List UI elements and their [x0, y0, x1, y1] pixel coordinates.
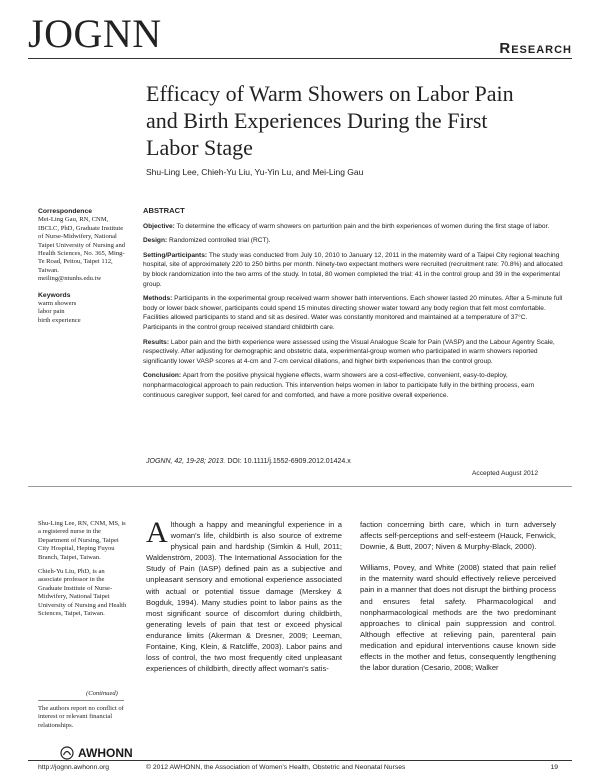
- article-title: Efficacy of Warm Showers on Labor Pain and Birth Experiences During the First Labor Stage: [146, 81, 514, 160]
- continued-label: (Continued): [86, 690, 118, 697]
- body-text: lthough a happy and meaningful experience in a woman's life, childbirth is also source of extreme physical pain and hardship (Simkin & Hull, 2011; Waldenström, 2003). The International Association for the Study of Pain (IASP) defined pain as a subjective and unpleasant sensory and emotional experience associated with actual or potential tissue damage (Merskey & Bogduk, 1994). Many studies point to labor pains as the most significant source of discomfort during childbirth, generating levels of pain that test or exceed physical endurance limits (Akerman & Dresner, 2009; Leeman, Fontaine, King, Klein, & Ratcliffe, 2003). Labor pains and loss of control, the two most frequently cited unpleasant experiences of childbirth, directly affect woman's satis-: [146, 520, 342, 674]
- page-number: 19: [550, 764, 558, 771]
- correspondence-heading: Correspondence: [38, 208, 93, 215]
- keywords-heading: Keywords: [38, 291, 71, 299]
- section-rule: [28, 486, 572, 487]
- body-column-1: [146, 516, 342, 674]
- footer-rule: [28, 760, 572, 761]
- correspondence-email[interactable]: meiling@ntunhs.edu.tw: [38, 275, 102, 283]
- body-column-2: [360, 519, 556, 683]
- author-notes: [38, 520, 130, 624]
- disclosure-text: The authors report no conflict of interest or relevant financial relationships.: [38, 705, 124, 729]
- body-paragraph: faction concerning birth care, which in turn adversely affects self-perceptions and self-esteem (Hauck, Fenwick, Downie, & Butt, 2007; Niven & Murphy-Black, 2000).: [360, 520, 556, 552]
- citation: JOGNN, 42, 19-28; 2013. DOI: 10.1111/j.1552-6909.2012.01424.x: [146, 458, 351, 465]
- abstract-objective: Objective: To determine the efficacy of warm showers on parturition pain and the birth experiences of women during the first stage of labor.: [143, 222, 550, 230]
- awhonn-logo-icon: [60, 746, 74, 760]
- awhonn-logo-text: AWHONN: [78, 746, 133, 760]
- abstract-heading: ABSTRACT: [143, 206, 185, 215]
- awhonn-logo: [60, 746, 133, 760]
- abstract-results: Results: Labor pain and the birth experience were assessed using the Visual Analogue Scale for Pain (VASP) and the Labour Agentry Scale, respectively. After adjusting for demographic and obstetric data, experimental-group women who participated in warm showers reported significantly lower VASP scores at 4-cm and 7-cm cervical dilations, and higher birth experiences than the control group.: [143, 338, 555, 365]
- keyword-item: labor pain: [38, 308, 65, 316]
- abstract: [143, 206, 563, 405]
- correspondence-text: Mei-Ling Gau, RN, CNM, IBCLC, PhD, Graduate Institute of Nurse-Midwifery, National Taipei University of Nursing and Health Sciences, No. 365, Ming-Te Road, Peitou, Taipei 112, Taiwan.: [38, 216, 126, 274]
- notes-rule: [38, 700, 124, 701]
- abstract-setting: Setting/Participants: The study was conducted from July 10, 2010 to January 12, 2011 in the maternity ward of a Taipei City regional teaching hospital, site of approximately 220 to 250 births per month. Ninety-two expectant mothers were recruited (recruitment rate: 70.8%) and allocated by block randomization into the two arms of the study. In total, 80 women completed the trial: 41 in the control group and 39 in the experimental group.: [143, 251, 563, 288]
- sidebar: [38, 208, 130, 325]
- footer-copyright: © 2012 AWHONN, the Association of Women's Health, Obstetric and Neonatal Nurses: [146, 764, 406, 771]
- header-rule: [28, 58, 572, 59]
- drop-cap: A: [146, 516, 168, 549]
- keyword-item: birth experience: [38, 316, 81, 324]
- abstract-conclusion: Conclusion: Apart from the positive physical hygiene effects, warm showers are a cost-effective, convenient, easy-to-deploy, nonpharmacological approach to pain reduction. This intervention helps women in labor to participate fully in the birthing process, earn continuous caregiver support, feel cared for and comforted, and have a more positive overall experience.: [143, 372, 535, 399]
- section-label: Research: [499, 40, 572, 57]
- journal-name: JOGNN: [28, 11, 162, 56]
- abstract-design: Design: Randomized controlled trial (RCT).: [143, 237, 271, 245]
- keyword-item: warm showers: [38, 300, 77, 308]
- author-note: Shu-Ling Lee, RN, CNM, MS, is a registered nurse in the Department of Nursing, Taipei City Hospital, Heping Fuyou Branch, Taipei, Taiwan.: [38, 520, 126, 561]
- abstract-methods: Methods: Participants in the experimental group received warm shower bath interventions. Each shower lasted 20 minutes. After a 5-minute full body or lower back shower, participants could spend 15 minutes directing shower water toward any body region that felt most comfortable. Facilities allowed participants to stand and sit as desired. Water was constantly monitored and maintained at a temperature of 37°C. Participants in the control group received standard childbirth care.: [143, 295, 563, 331]
- body-paragraph: Williams, Povey, and White (2008) stated that pain relief in the maternity ward should effectively relieve perceived pain in a manner that does not disrupt the birthing process and ensures fetal safety. Pharmacological and nonpharmacological methods are the two predominant approaches to clinical pain suppression and control. Although effective at relieving pain, parenteral pain medication and epidural interventions cause known side effects in the mother and fetus, consequently lengthening the labor duration (Cesario, 2008; Walker: [360, 563, 556, 673]
- accepted-date: Accepted August 2012: [472, 470, 538, 477]
- author-note: Chieh-Yu Liu, PhD, is an associate professor in the Graduate Institute of Nurse-Midwifery, National Taipei University of Nursing and Health Sciences, Taipei, Taiwan.: [38, 568, 127, 618]
- article-authors: Shu-Ling Lee, Chieh-Yu Liu, Yu-Yin Lu, and Mei-Ling Gau: [146, 167, 364, 177]
- footer-url[interactable]: http://jognn.awhonn.org: [38, 764, 110, 771]
